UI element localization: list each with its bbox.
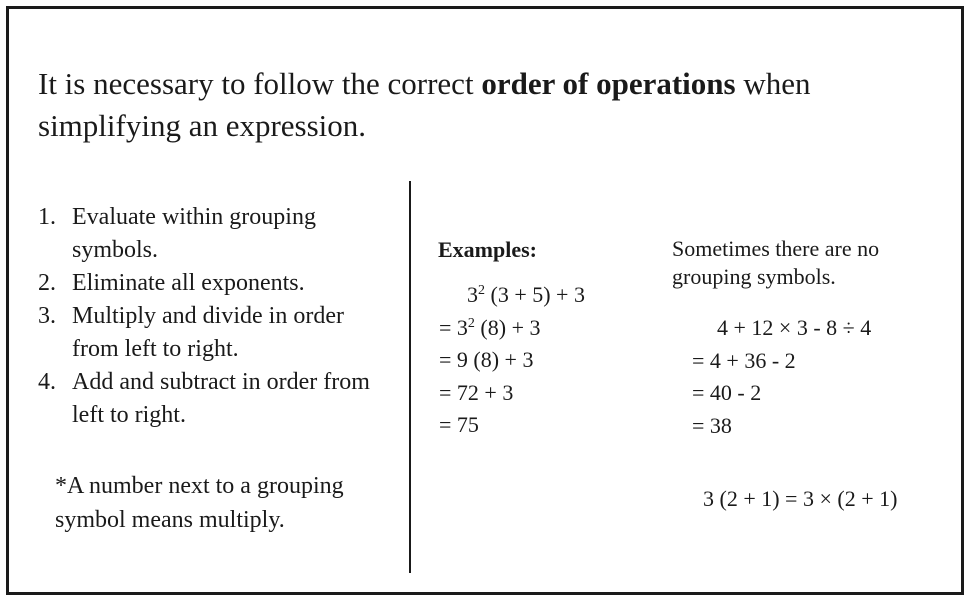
example-line bbox=[439, 279, 585, 312]
no-grouping-line: = 40 - 2 bbox=[692, 380, 762, 405]
step-item bbox=[38, 267, 388, 300]
content-frame bbox=[6, 6, 964, 595]
example-exponent: 2 bbox=[478, 283, 485, 298]
step-item bbox=[38, 366, 388, 432]
example-work bbox=[439, 279, 585, 442]
example-exponent: 2 bbox=[467, 315, 475, 331]
no-grouping-line: = 4 + 36 - 2 bbox=[692, 347, 796, 373]
step-item bbox=[38, 201, 388, 267]
examples-title: Examples: bbox=[438, 237, 537, 262]
no-grouping-caption: Sometimes there are no grouping symbols. bbox=[672, 236, 880, 289]
step-text: Eliminate all exponents. bbox=[72, 270, 305, 296]
no-grouping-line: 4 + 12 × 3 - 8 ÷ 4 bbox=[717, 315, 872, 340]
example-line: = 72 + 3 bbox=[439, 379, 514, 405]
intro-text-bold: order of operations bbox=[481, 66, 736, 101]
intro-text-start: It is necessary to follow the correct bbox=[38, 66, 482, 101]
step-text: Add and subtract in order from left to right. bbox=[72, 369, 370, 428]
intro-text bbox=[38, 63, 918, 147]
step-number: 2. bbox=[38, 270, 56, 296]
intro-text-end: when simplifying an expression. bbox=[38, 66, 811, 143]
example-line: = 75 bbox=[439, 412, 479, 437]
step-number: 4. bbox=[38, 369, 56, 395]
multiply-note: *A number next to a grouping symbol means multiply. bbox=[55, 473, 344, 533]
example-line: = 9 (8) + 3 bbox=[439, 347, 534, 372]
step-text: Evaluate within grouping symbols. bbox=[72, 204, 316, 263]
no-grouping-line: = 38 bbox=[692, 412, 732, 438]
step-number: 3. bbox=[38, 303, 56, 329]
column-divider bbox=[409, 181, 411, 573]
no-grouping-work bbox=[692, 312, 871, 442]
example-base: 3 bbox=[467, 282, 478, 307]
step-item bbox=[38, 300, 388, 366]
step-number: 1. bbox=[38, 204, 56, 230]
example-base: = 3 bbox=[439, 314, 468, 340]
multiply-equivalence: 3 (2 + 1) = 3 × (2 + 1) bbox=[703, 486, 898, 511]
steps-list bbox=[38, 201, 388, 432]
step-text: Multiply and divide in order from left to right. bbox=[72, 303, 344, 362]
example-line bbox=[439, 312, 585, 345]
example-rest: (3 + 5) + 3 bbox=[485, 282, 585, 307]
example-rest: (8) + 3 bbox=[474, 314, 541, 340]
